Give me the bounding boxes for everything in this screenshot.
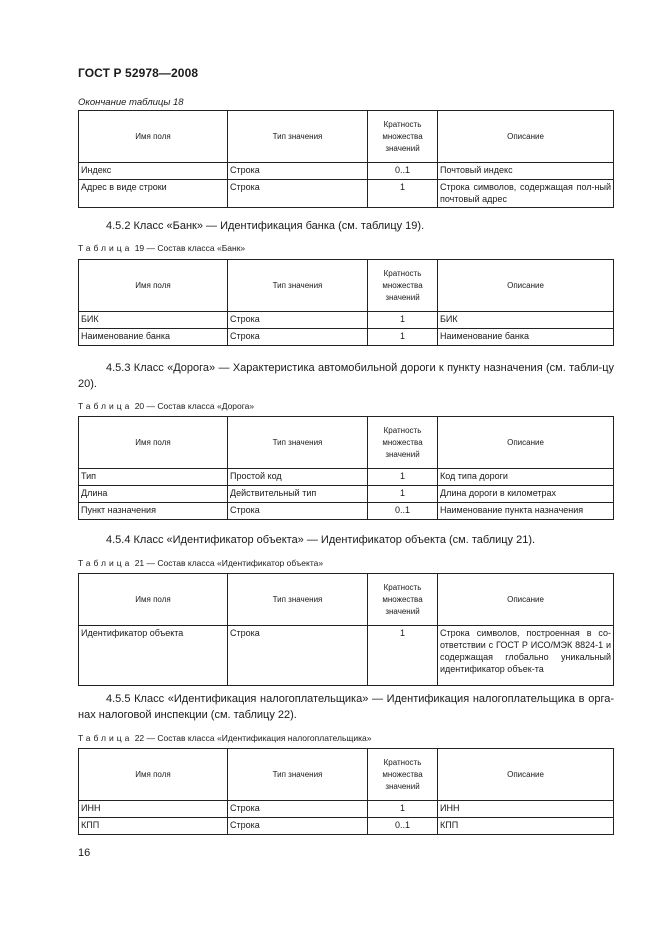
cell-name: Тип bbox=[79, 469, 228, 486]
col-header-mult: Кратность множества значений bbox=[368, 111, 438, 163]
table-row bbox=[79, 469, 614, 486]
cell-desc: Почтовый индекс bbox=[438, 163, 614, 180]
table-row bbox=[79, 486, 614, 503]
col-header-desc: Описание bbox=[438, 749, 614, 801]
cell-mult: 1 bbox=[368, 469, 438, 486]
table-21-caption: Таблица 21 — Состав класса «Идентификатор объекта» bbox=[78, 558, 324, 568]
col-header-name: Имя поля bbox=[79, 417, 228, 469]
table-21 bbox=[78, 573, 614, 686]
cell-type: Простой код bbox=[228, 469, 368, 486]
cell-name: Адрес в виде строки bbox=[79, 180, 228, 208]
table-19-caption: Таблица 19 — Состав класса «Банк» bbox=[78, 243, 246, 253]
page-number: 16 bbox=[78, 847, 91, 859]
cell-name: Идентификатор объекта bbox=[79, 626, 228, 686]
table-22 bbox=[78, 748, 614, 835]
cell-type: Строка bbox=[228, 329, 368, 346]
table-row bbox=[79, 329, 614, 346]
col-header-mult: Кратность множества значений bbox=[368, 749, 438, 801]
cell-mult: 0..1 bbox=[368, 503, 438, 520]
table-22-caption: Таблица 22 — Состав класса «Идентификация налогоплательщика» bbox=[78, 733, 372, 743]
cell-name: Индекс bbox=[79, 163, 228, 180]
col-header-type: Тип значения bbox=[228, 260, 368, 312]
cell-desc: Наименование пункта назначения bbox=[438, 503, 614, 520]
col-header-mult: Кратность множества значений bbox=[368, 417, 438, 469]
table-row bbox=[79, 503, 614, 520]
col-header-desc: Описание bbox=[438, 574, 614, 626]
cell-type: Строка bbox=[228, 801, 368, 818]
col-header-name: Имя поля bbox=[79, 111, 228, 163]
cell-desc: Длина дороги в километрах bbox=[438, 486, 614, 503]
cell-desc: КПП bbox=[438, 818, 614, 835]
cell-desc: ИНН bbox=[438, 801, 614, 818]
section-4-5-4: 4.5.4 Класс «Идентификатор объекта» — Идентификатор объекта (см. таблицу 21). bbox=[106, 534, 536, 546]
cell-desc: Строка символов, содержащая пол-ный почтовый адрес bbox=[438, 180, 614, 208]
col-header-type: Тип значения bbox=[228, 417, 368, 469]
table-row bbox=[79, 312, 614, 329]
cell-name: ИНН bbox=[79, 801, 228, 818]
cell-name: КПП bbox=[79, 818, 228, 835]
col-header-mult: Кратность множества значений bbox=[368, 574, 438, 626]
table-row bbox=[79, 180, 614, 208]
section-4-5-3: 4.5.3 Класс «Дорога» — Характеристика автомобильной дороги к пункту назначения (см. табли-цу 20). bbox=[78, 362, 614, 390]
cell-type: Строка bbox=[228, 626, 368, 686]
cell-type: Строка bbox=[228, 503, 368, 520]
col-header-type: Тип значения bbox=[228, 574, 368, 626]
cell-type: Строка bbox=[228, 818, 368, 835]
document-header: ГОСТ Р 52978—2008 bbox=[78, 66, 199, 80]
cell-mult: 1 bbox=[368, 801, 438, 818]
cell-mult: 0..1 bbox=[368, 818, 438, 835]
table-20 bbox=[78, 416, 614, 520]
cell-type: Действительный тип bbox=[228, 486, 368, 503]
col-header-desc: Описание bbox=[438, 111, 614, 163]
table-row bbox=[79, 626, 614, 686]
cell-type: Строка bbox=[228, 163, 368, 180]
cell-mult: 1 bbox=[368, 312, 438, 329]
cell-type: Строка bbox=[228, 180, 368, 208]
cell-name: Длина bbox=[79, 486, 228, 503]
col-header-desc: Описание bbox=[438, 260, 614, 312]
col-header-type: Тип значения bbox=[228, 749, 368, 801]
cell-desc: Строка символов, построенная в со-ответствии с ГОСТ Р ИСО/МЭК 8824-1 и содержащая глобально уникальный идентификатор объек-та bbox=[438, 626, 614, 686]
col-header-desc: Описание bbox=[438, 417, 614, 469]
cell-name: БИК bbox=[79, 312, 228, 329]
cell-mult: 1 bbox=[368, 486, 438, 503]
cell-mult: 1 bbox=[368, 626, 438, 686]
table-continuation-label: Окончание таблицы 18 bbox=[78, 97, 184, 108]
cell-type: Строка bbox=[228, 312, 368, 329]
table-19 bbox=[78, 259, 614, 346]
col-header-mult: Кратность множества значений bbox=[368, 260, 438, 312]
table-row bbox=[79, 818, 614, 835]
cell-desc: БИК bbox=[438, 312, 614, 329]
table-row bbox=[79, 163, 614, 180]
cell-desc: Код типа дороги bbox=[438, 469, 614, 486]
col-header-name: Имя поля bbox=[79, 260, 228, 312]
col-header-name: Имя поля bbox=[79, 749, 228, 801]
cell-name: Наименование банка bbox=[79, 329, 228, 346]
table-18 bbox=[78, 110, 614, 208]
section-4-5-2: 4.5.2 Класс «Банк» — Идентификация банка (см. таблицу 19). bbox=[106, 220, 425, 232]
cell-mult: 1 bbox=[368, 329, 438, 346]
col-header-name: Имя поля bbox=[79, 574, 228, 626]
cell-desc: Наименование банка bbox=[438, 329, 614, 346]
col-header-type: Тип значения bbox=[228, 111, 368, 163]
section-4-5-5: 4.5.5 Класс «Идентификация налогоплательщика» — Идентификация налогоплательщика в орга-нах налоговой инспекции (см. таблицу 22). bbox=[78, 693, 614, 721]
table-20-caption: Таблица 20 — Состав класса «Дорога» bbox=[78, 401, 255, 411]
cell-mult: 1 bbox=[368, 180, 438, 208]
table-row bbox=[79, 801, 614, 818]
cell-name: Пункт назначения bbox=[79, 503, 228, 520]
cell-mult: 0..1 bbox=[368, 163, 438, 180]
